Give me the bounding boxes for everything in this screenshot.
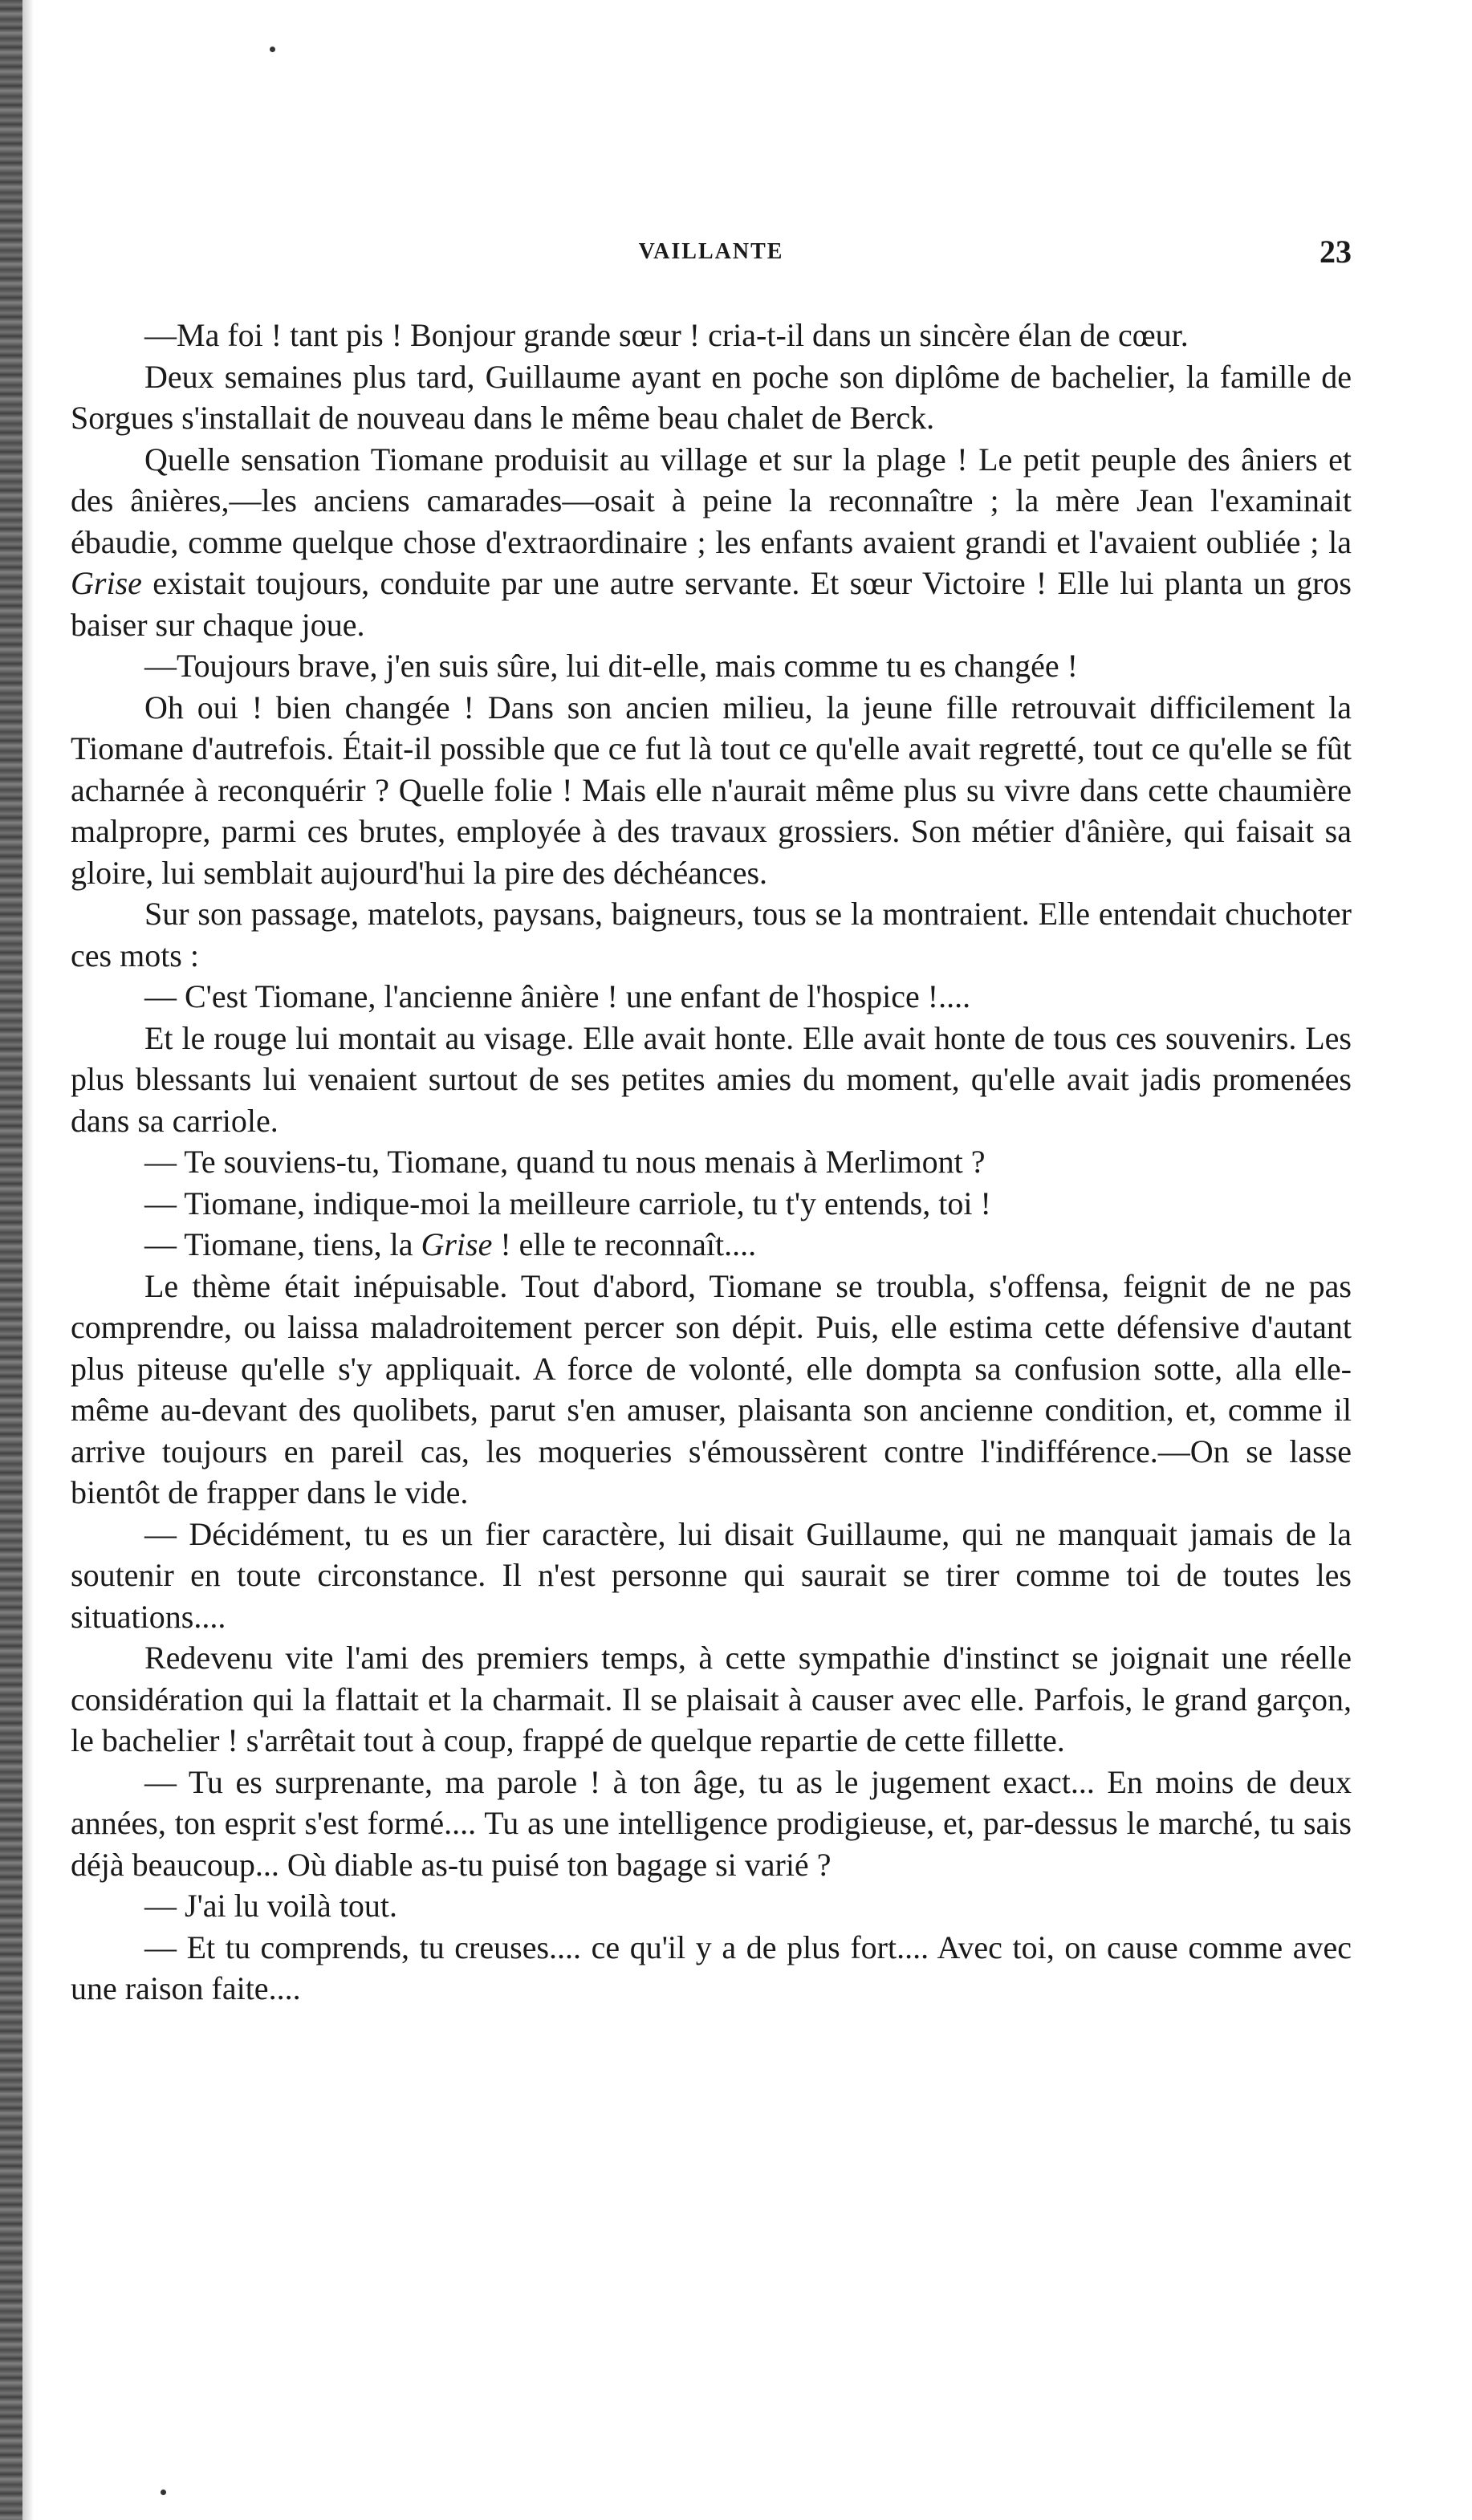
paragraph: — Te souviens-tu, Tiomane, quand tu nous menais à Merlimont ?	[144, 1144, 986, 1180]
italic-name: Grise	[421, 1226, 493, 1262]
paragraph: — Tiomane, tiens, la Grise ! elle te reconnaît....	[144, 1226, 757, 1262]
paragraph: Quelle sensation Tiomane produisit au village et sur la plage ! Le petit peuple des âniers et des ânières,—les anciens camarades—osait à peine la reconnaître ; la mère Jean l'examinait ébaudie, comme quelque chose d'extraordinaire ; les enfants avaient grandi et l'avaient oubliée ; la Grise existait toujours, conduite par une autre servante. Et sœur Victoire ! Elle lui planta un gros baiser sur chaque joue.	[71, 441, 1352, 643]
paragraph: — J'ai lu voilà tout.	[144, 1888, 397, 1924]
body-text	[71, 315, 1352, 2010]
paragraph: — Tu es surprenante, ma parole ! à ton âge, tu as le jugement exact... En moins de deux années, ton esprit s'est formé.... Tu as une intelligence prodigieuse, et, par-dessus le marché, tu sais déjà beaucoup... Où diable as-tu puisé ton bagage si varié ?	[71, 1763, 1352, 1883]
paragraph: —Toujours brave, j'en suis sûre, lui dit-elle, mais comme tu es changée !	[144, 648, 1078, 684]
page-header	[71, 233, 1352, 281]
print-speck	[270, 47, 275, 52]
print-speck	[161, 2490, 166, 2495]
page-number: 23	[1320, 234, 1352, 270]
book-binding-edge	[0, 0, 22, 2520]
italic-name: Grise	[71, 565, 142, 601]
paragraph: — Décidément, tu es un fier caractère, lui disait Guillaume, qui ne manquait jamais de la soutenir en toute circonstance. Il n'est personne qui saurait se tirer comme toi de toutes les situations....	[71, 1515, 1352, 1635]
binding-shadow	[22, 0, 34, 2520]
paragraph: Deux semaines plus tard, Guillaume ayant en poche son diplôme de bachelier, la famille de Sorgues s'installait de nouveau dans le même beau chalet de Berck.	[71, 358, 1352, 436]
paragraph: Sur son passage, matelots, paysans, baigneurs, tous se la montraient. Elle entendait chuchoter ces mots :	[71, 896, 1352, 973]
paragraph: — Tiomane, indique-moi la meilleure carriole, tu t'y entends, toi !	[144, 1185, 991, 1221]
paragraph: — C'est Tiomane, l'ancienne ânière ! une enfant de l'hospice !....	[144, 978, 971, 1014]
paragraph: — Et tu comprends, tu creuses.... ce qu'il y a de plus fort.... Avec toi, on cause comme avec une raison faite....	[71, 1929, 1352, 2006]
paragraph: —Ma foi ! tant pis ! Bonjour grande sœur ! cria-t-il dans un sincère élan de cœur.	[144, 317, 1189, 353]
paragraph: Le thème était inépuisable. Tout d'abord, Tiomane se troubla, s'offensa, feignit de ne pas comprendre, ou laissa maladroitement percer son dépit. Puis, elle estima cette défensive d'autant plus piteuse qu'elle s'y appliquait. A force de volonté, elle dompta sa confusion sotte, alla elle-même au-devant des quolibets, parut s'en amuser, plaisanta son ancienne condition, et, comme il arrive toujours en pareil cas, les moqueries s'émoussèrent contre l'indifférence.—On se lasse bientôt de frapper dans le vide.	[71, 1267, 1352, 1510]
running-title: VAILLANTE	[638, 239, 784, 264]
paragraph: Oh oui ! bien changée ! Dans son ancien milieu, la jeune fille retrouvait difficilement la Tiomane d'autrefois. Était-il possible que ce fut là tout ce qu'elle avait regretté, tout ce qu'elle se fût acharnée à reconquérir ? Quelle folie ! Mais elle n'aurait même plus su vivre dans cette chaumière malpropre, parmi ces brutes, employée à des travaux grossiers. Son métier d'ânière, qui faisait sa gloire, lui semblait aujourd'hui la pire des déchéances.	[71, 689, 1352, 891]
paragraph: Et le rouge lui montait au visage. Elle avait honte. Elle avait honte de tous ces souvenirs. Les plus blessants lui venaient surtout de ses petites amies du moment, qu'elle avait jadis promenées dans sa carriole.	[71, 1019, 1352, 1139]
paragraph: Redevenu vite l'ami des premiers temps, à cette sympathie d'instinct se joignait une réelle considération qui la flattait et la charmait. Il se plaisait à causer avec elle. Parfois, le grand garçon, le bachelier ! s'arrêtait tout à coup, frappé de quelque repartie de cette fillette.	[71, 1640, 1352, 1758]
